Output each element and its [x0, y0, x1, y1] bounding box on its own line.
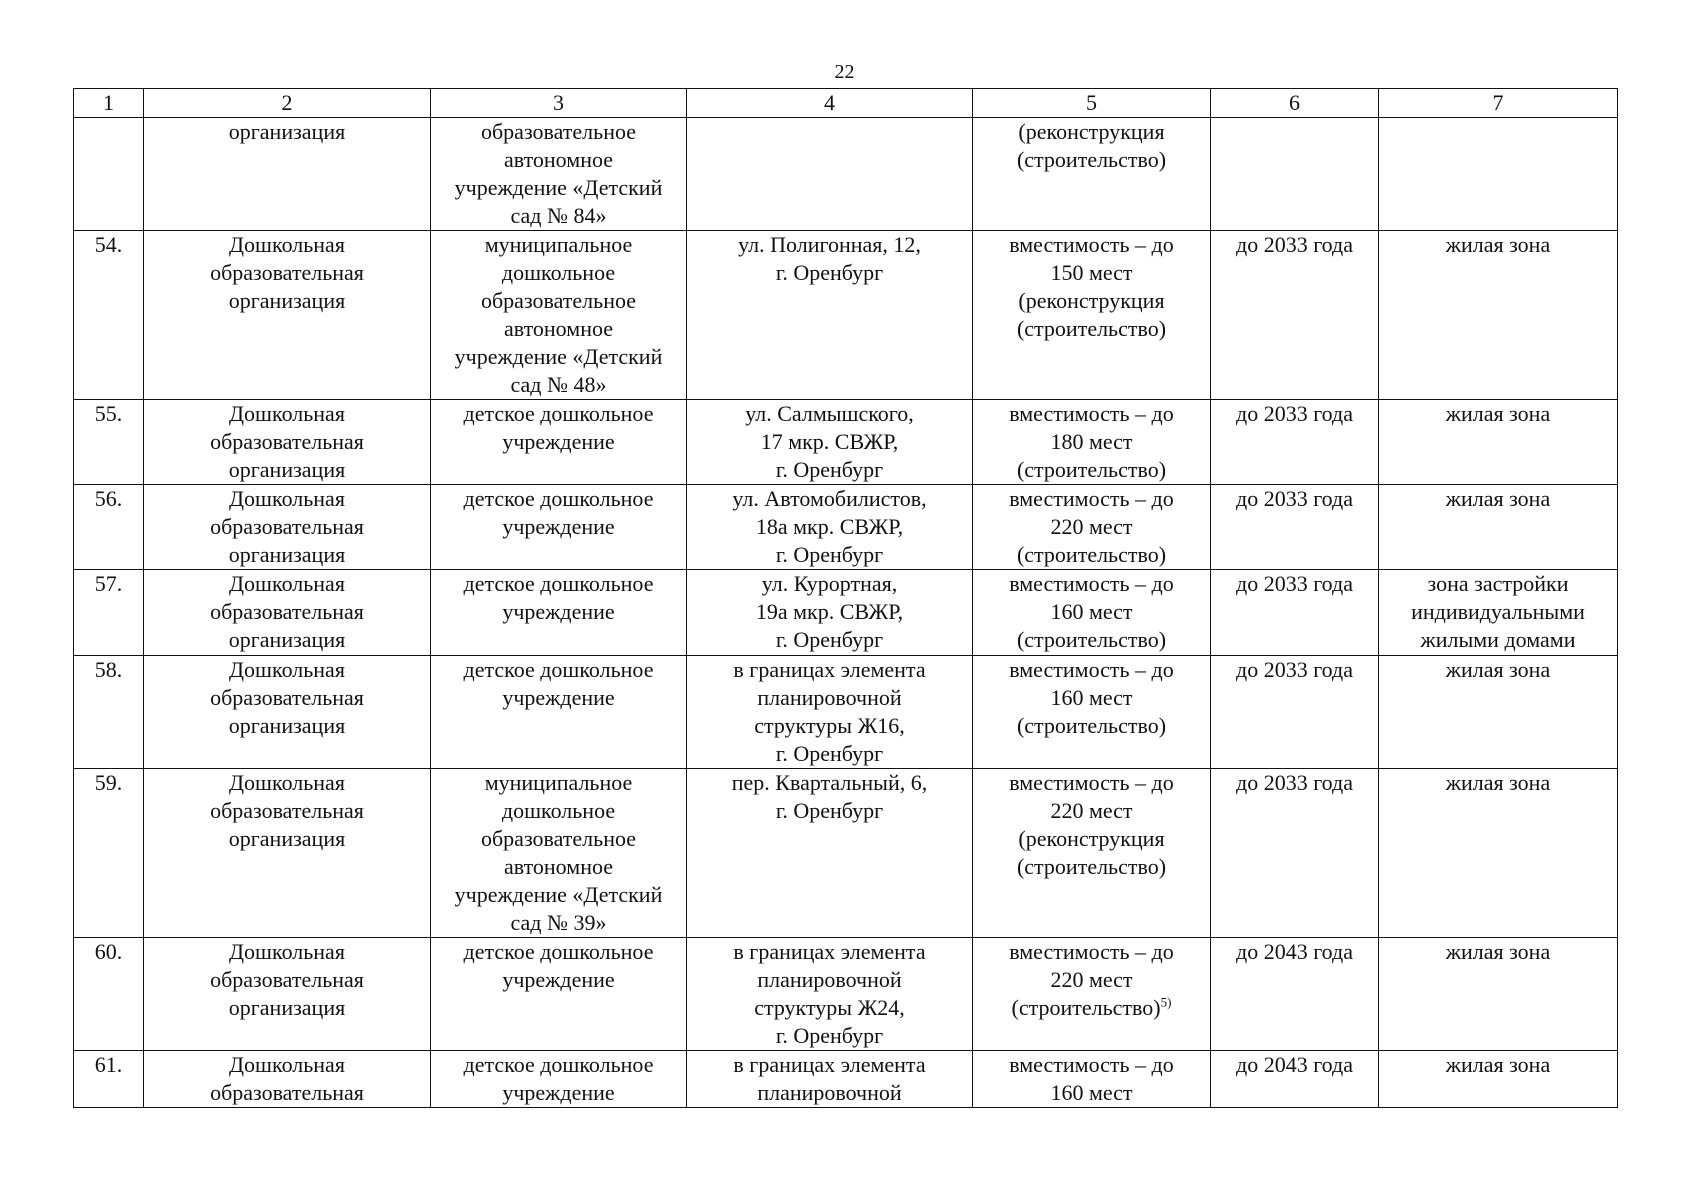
table-row	[74, 656, 1618, 769]
object-term: до 2043 года	[1211, 938, 1379, 1051]
table-row	[74, 938, 1618, 1051]
row-number: 57.	[74, 570, 144, 656]
object-name: детское дошкольное учреждение	[431, 485, 687, 570]
row-number: 56.	[74, 485, 144, 570]
object-term	[1211, 118, 1379, 231]
object-term: до 2033 года	[1211, 231, 1379, 400]
table-row	[74, 1051, 1618, 1108]
object-address: ул. Курортная, 19а мкр. СВЖР, г. Оренбург	[687, 570, 973, 656]
object-name: детское дошкольное учреждение	[431, 570, 687, 656]
object-zone: жилая зона	[1379, 1051, 1618, 1108]
page-number: 22	[834, 61, 855, 83]
column-header: 7	[1379, 89, 1618, 118]
object-term: до 2033 года	[1211, 769, 1379, 938]
object-capacity: вместимость – до 160 мест (строительство)	[973, 570, 1211, 656]
column-header: 2	[144, 89, 431, 118]
object-capacity: вместимость – до 150 мест (реконструкция (строительство)	[973, 231, 1211, 400]
object-capacity: (реконструкция (строительство)	[973, 118, 1211, 231]
object-type: организация	[144, 118, 431, 231]
row-number: 61.	[74, 1051, 144, 1108]
object-capacity: вместимость – до 160 мест (строительство)	[973, 656, 1211, 769]
object-term: до 2033 года	[1211, 656, 1379, 769]
facilities-table	[73, 88, 1618, 1108]
object-address: ул. Полигонная, 12, г. Оренбург	[687, 231, 973, 400]
row-number	[74, 118, 144, 231]
object-type: Дошкольная образовательная	[144, 1051, 431, 1108]
object-zone: жилая зона	[1379, 400, 1618, 485]
object-zone: жилая зона	[1379, 938, 1618, 1051]
object-zone	[1379, 118, 1618, 231]
object-zone: жилая зона	[1379, 231, 1618, 400]
object-address: в границах элемента планировочной	[687, 1051, 973, 1108]
column-number-row	[74, 89, 1618, 118]
object-zone: жилая зона	[1379, 656, 1618, 769]
object-type: Дошкольная образовательная организация	[144, 769, 431, 938]
column-header: 4	[687, 89, 973, 118]
object-term: до 2033 года	[1211, 485, 1379, 570]
column-header: 5	[973, 89, 1211, 118]
object-type: Дошкольная образовательная организация	[144, 656, 431, 769]
object-address: ул. Автомобилистов, 18а мкр. СВЖР, г. Оренбург	[687, 485, 973, 570]
column-header: 3	[431, 89, 687, 118]
object-zone: зона застройки индивидуальными жилыми домами	[1379, 570, 1618, 656]
object-type: Дошкольная образовательная организация	[144, 231, 431, 400]
row-number: 54.	[74, 231, 144, 400]
table-row	[74, 769, 1618, 938]
object-address: ул. Салмышского, 17 мкр. СВЖР, г. Оренбург	[687, 400, 973, 485]
object-zone: жилая зона	[1379, 485, 1618, 570]
object-name: образовательное автономное учреждение «Детский сад № 84»	[431, 118, 687, 231]
object-name: детское дошкольное учреждение	[431, 1051, 687, 1108]
footnote-mark: 5)	[1160, 994, 1172, 1010]
row-number: 60.	[74, 938, 144, 1051]
object-type: Дошкольная образовательная организация	[144, 400, 431, 485]
object-name: муниципальное дошкольное образовательное автономное учреждение «Детский сад № 48»	[431, 231, 687, 400]
table-row	[74, 570, 1618, 656]
object-capacity: вместимость – до 220 мест (строительство)$^{5)}$	[973, 938, 1211, 1051]
object-term: до 2043 года	[1211, 1051, 1379, 1108]
table-row	[74, 400, 1618, 485]
row-number: 55.	[74, 400, 144, 485]
object-term: до 2033 года	[1211, 400, 1379, 485]
object-type: Дошкольная образовательная организация	[144, 485, 431, 570]
object-name: муниципальное дошкольное образовательное автономное учреждение «Детский сад № 39»	[431, 769, 687, 938]
object-address	[687, 118, 973, 231]
object-capacity: вместимость – до 220 мест (строительство)	[973, 485, 1211, 570]
object-term: до 2033 года	[1211, 570, 1379, 656]
object-type: Дошкольная образовательная организация	[144, 570, 431, 656]
object-zone: жилая зона	[1379, 769, 1618, 938]
object-type: Дошкольная образовательная организация	[144, 938, 431, 1051]
object-address: в границах элемента планировочной структуры Ж24, г. Оренбург	[687, 938, 973, 1051]
object-capacity: вместимость – до 220 мест (реконструкция (строительство)	[973, 769, 1211, 938]
table-row	[74, 118, 1618, 231]
object-name: детское дошкольное учреждение	[431, 656, 687, 769]
object-address: пер. Квартальный, 6, г. Оренбург	[687, 769, 973, 938]
object-capacity: вместимость – до 180 мест (строительство)	[973, 400, 1211, 485]
object-address: в границах элемента планировочной структуры Ж16, г. Оренбург	[687, 656, 973, 769]
column-header: 1	[74, 89, 144, 118]
row-number: 58.	[74, 656, 144, 769]
object-name: детское дошкольное учреждение	[431, 400, 687, 485]
row-number: 59.	[74, 769, 144, 938]
object-capacity: вместимость – до 160 мест	[973, 1051, 1211, 1108]
table-row	[74, 485, 1618, 570]
object-name: детское дошкольное учреждение	[431, 938, 687, 1051]
table-row	[74, 231, 1618, 400]
column-header: 6	[1211, 89, 1379, 118]
